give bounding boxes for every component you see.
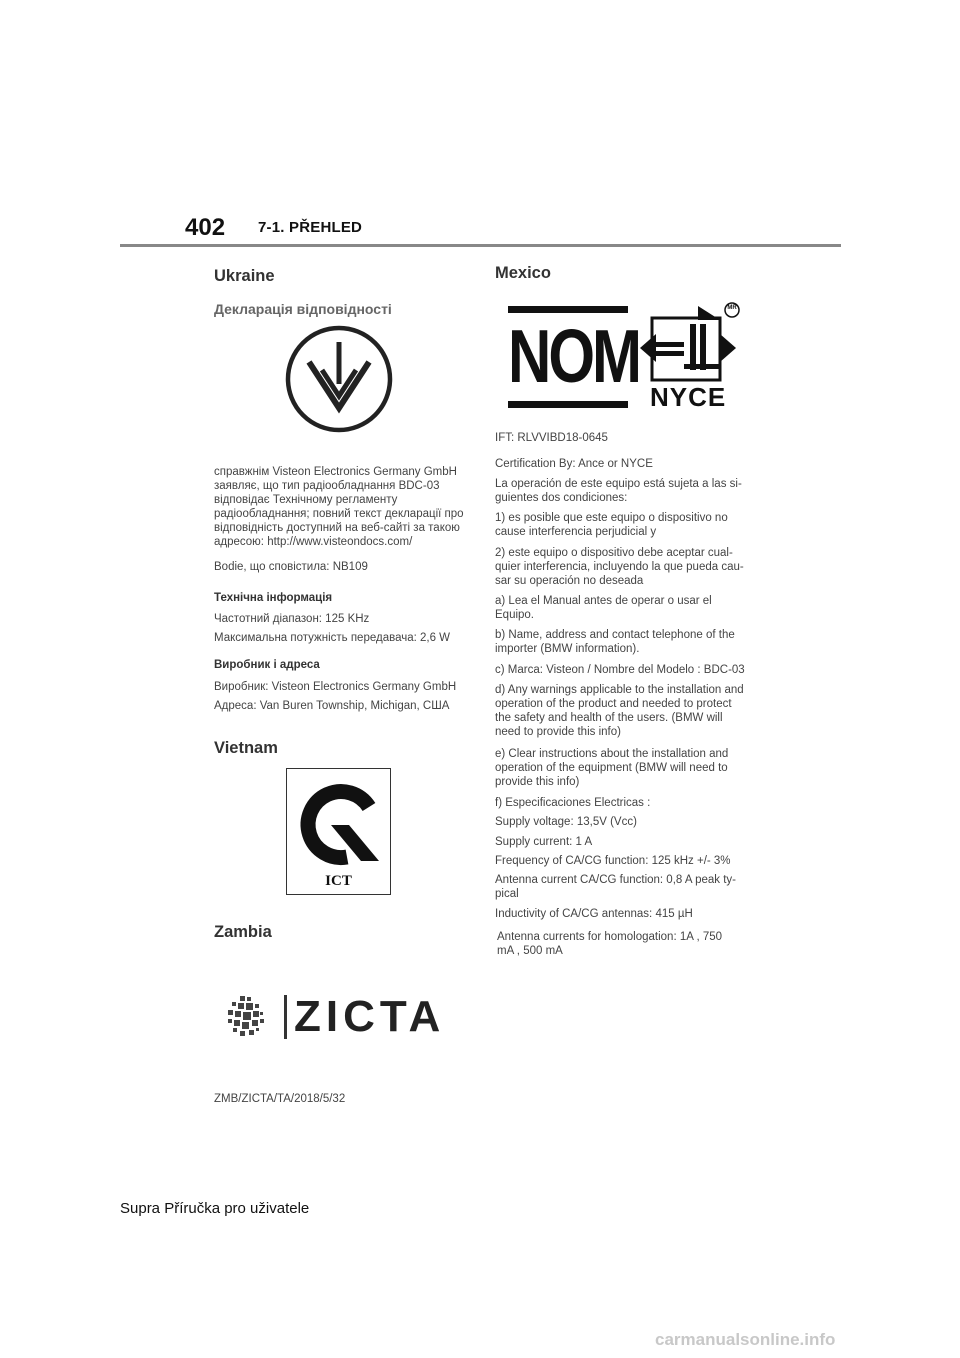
ukraine-frequency: Частотний діапазон: 125 KHz xyxy=(214,613,370,625)
zambia-heading: Zambia xyxy=(214,923,272,941)
mexico-homologation: Antenna currents for homologation: 1A , 750 mA , 500 mA xyxy=(497,931,723,957)
mexico-nyce-logo xyxy=(640,302,750,412)
ukraine-heading: Ukraine xyxy=(214,267,275,285)
header-rule xyxy=(120,244,841,247)
ukraine-subheading: Декларація відповідності xyxy=(214,301,392,317)
nyce-text: NYCE xyxy=(650,382,727,412)
mexico-supply-current: Supply current: 1 A xyxy=(495,836,593,848)
mexico-item-d: d) Any warnings applicable to the installation and operation of the product and needed to protect the safety and health of the users. (BMW will need to provide this info) xyxy=(495,684,744,738)
nyce-mr-mark: MR xyxy=(727,305,737,311)
mexico-heading: Mexico xyxy=(495,264,551,282)
mexico-inductivity: Inductivity of CA/CG antennas: 415 µH xyxy=(495,908,693,920)
mexico-item-e: e) Clear instructions about the installation and operation of the equipment (BMW will need to provide this info) xyxy=(495,748,729,788)
zicta-divider xyxy=(284,995,287,1039)
mexico-condition-2: 2) este equipo o dispositivo debe aceptar cual- quier interferencia, incluyendo la que pueda cau- sar su operación no deseada xyxy=(495,547,744,587)
vietnam-heading: Vietnam xyxy=(214,739,278,757)
mexico-certification: Certification By: Ance or NYCE xyxy=(495,458,653,470)
chapter-title: 7-1. PŘEHLED xyxy=(258,219,363,236)
zicta-globe-icon xyxy=(222,994,270,1042)
ukraine-tech-heading: Технічна інформація xyxy=(214,592,333,604)
mexico-item-b: b) Name, address and contact telephone of the importer (BMW information). xyxy=(495,629,735,655)
mexico-frequency: Frequency of CA/CG function: 125 kHz +/- 3% xyxy=(495,855,731,867)
vietnam-ict-text: ICT xyxy=(325,873,352,889)
zicta-wordmark: ZICTA xyxy=(294,992,446,1041)
mexico-supply-voltage: Supply voltage: 13,5V (Vcc) xyxy=(495,816,637,828)
ukraine-conformity-mark xyxy=(284,324,394,434)
ukraine-declaration: справжнім Visteon Electronics Germany GmbH заявляє, що тип радіообладнання BDC-03 відповідає Технічному регламенту радіообладнання; повний текст декларації про відповідність доступний на веб-сайті за такою адресою: http://www.visteondocs.com/ xyxy=(214,466,464,548)
manual-title-footer: Supra Příručka pro uživatele xyxy=(120,1200,310,1217)
mexico-conditions: La operación de este equipo está sujeta a las si- guientes dos condiciones: xyxy=(495,478,742,504)
watermark-link[interactable]: carmanualsonline.info xyxy=(655,1330,836,1349)
ukraine-maker: Виробник: Visteon Electronics Germany GmbH xyxy=(214,681,457,693)
ukraine-maker-heading: Виробник і адреса xyxy=(214,659,320,671)
mexico-condition-1: 1) es posible que este equipo o dispositivo no cause interferencia perjudicial y xyxy=(495,512,728,538)
vietnam-cr-mark-icon xyxy=(287,771,389,871)
page-number: 402 xyxy=(185,214,226,241)
zambia-zicta-logo xyxy=(222,992,462,1046)
vietnam-ict-logo xyxy=(286,768,391,895)
nom-text: NOM xyxy=(508,314,639,399)
mexico-item-c: c) Marca: Visteon / Nombre del Modelo : BDC-03 xyxy=(495,664,745,676)
mexico-nom-logo xyxy=(508,306,639,408)
ukraine-notified-body: Bodie, що сповістила: NB109 xyxy=(214,561,368,573)
ukraine-address: Адреса: Van Buren Township, Michigan, США xyxy=(214,700,450,712)
ukraine-power: Максимальна потужність передавача: 2,6 W xyxy=(214,632,451,644)
mexico-antenna-current: Antenna current CA/CG function: 0,8 A peak ty- pical xyxy=(495,874,736,900)
mexico-ift: IFT: RLVVIBD18-0645 xyxy=(495,432,608,444)
mexico-item-f: f) Especificaciones Electricas : xyxy=(495,797,651,809)
mexico-item-a: a) Lea el Manual antes de operar o usar el Equipo. xyxy=(495,595,712,621)
nom-bottom-bar xyxy=(508,401,628,408)
zambia-code: ZMB/ZICTA/TA/2018/5/32 xyxy=(214,1093,346,1105)
